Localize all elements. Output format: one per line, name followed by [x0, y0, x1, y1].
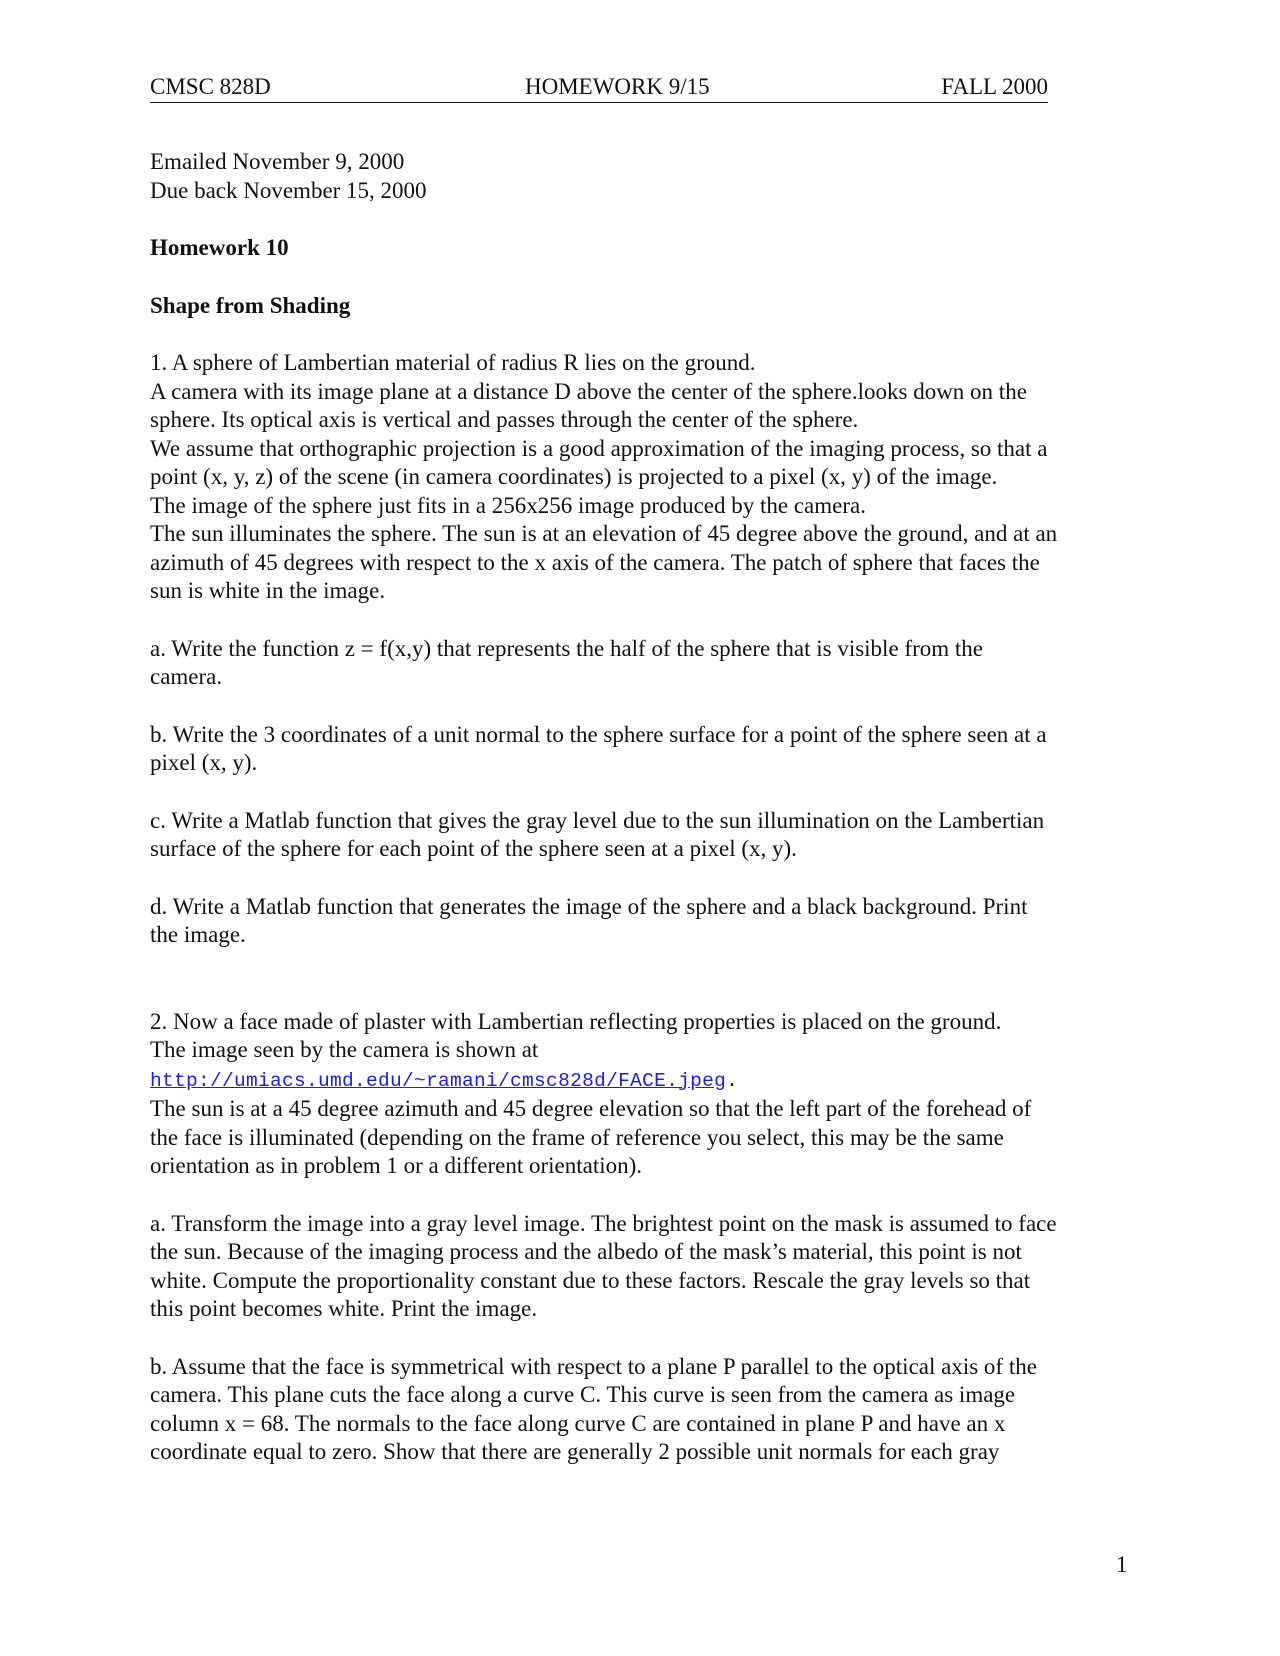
- problem1-line5: The sun illuminates the sphere. The sun is at an elevation of 45 degree above the ground, and at an azimuth of 45 degrees with respect to the x axis of the camera. The patch of sphere that faces the sun is white in the image.: [150, 521, 1058, 603]
- problem1-line4: The image of the sphere just fits in a 256x256 image produced by the camera.: [150, 492, 866, 518]
- document-body: [150, 148, 1060, 1467]
- face-image-link[interactable]: http://umiacs.umd.edu/~ramani/cmsc828d/FACE.jpeg: [150, 1069, 727, 1092]
- problem1-line2: A camera with its image plane at a distance D above the center of the sphere.looks down on the sphere. Its optical axis is vertical and passes through the center of the sphere.: [150, 378, 1027, 432]
- problem1-part-d: d. Write a Matlab function that generates the image of the sphere and a black background. Print the image.: [150, 893, 1028, 947]
- problem2-part-a: a. Transform the image into a gray level image. The brightest point on the mask is assumed to face the sun. Because of the imaging process and the albedo of the mask’s material, this point is not white. Compute the proportionality constant due to these factors. Rescale the gray levels so that this point becomes white. Print the image.: [150, 1210, 1057, 1321]
- section-title: Shape from Shading: [150, 292, 351, 318]
- problem2-line2: The image seen by the camera is shown at: [150, 1037, 539, 1062]
- problem1-intro: [150, 349, 1060, 606]
- dates-block: [150, 148, 1060, 205]
- problem2-part-b: b. Assume that the face is symmetrical with respect to a plane P parallel to the optical axis of the camera. This plane cuts the face along a curve C. This curve is seen from the camera as image column x = 68. The normals to the face along curve C are contained in plane P and have an x coordinate equal to zero. Show that there are generally 2 possible unit normals for each gray: [150, 1353, 1037, 1464]
- problem1-line1: 1. A sphere of Lambertian material of radius R lies on the ground.: [150, 350, 756, 375]
- problem2-line1: 2. Now a face made of plaster with Lambertian reflecting properties is placed on the ground.: [150, 1008, 1002, 1034]
- course-code: CMSC 828D: [150, 74, 271, 99]
- problem1-part-a: a. Write the function z = f(x,y) that represents the half of the sphere that is visible from the camera.: [150, 635, 983, 689]
- problem1-part-b: b. Write the 3 coordinates of a unit normal to the sphere surface for a point of the sphere seen at a pixel (x, y).: [150, 721, 1047, 775]
- emailed-date: Emailed November 9, 2000: [150, 149, 405, 174]
- page-header: [150, 74, 1048, 103]
- page-number: 1: [1116, 1552, 1128, 1577]
- link-period: .: [726, 1069, 738, 1092]
- problem1-line3: We assume that orthographic projection is a good approximation of the imaging process, so that a point (x, y, z) of the scene (in camera coordinates) is projected to a pixel (x, y) of the image.: [150, 435, 1048, 489]
- assignment-label: HOMEWORK 9/15: [525, 74, 710, 99]
- problem1-part-c: c. Write a Matlab function that gives the gray level due to the sun illumination on the Lambertian surface of the sphere for each point of the sphere seen at a pixel (x, y).: [150, 807, 1045, 861]
- problem2-intro: [150, 1008, 1060, 1181]
- term-label: FALL 2000: [941, 74, 1048, 99]
- homework-title: Homework 10: [150, 235, 289, 260]
- due-date: Due back November 15, 2000: [150, 177, 427, 203]
- problem2-line3: The sun is at a 45 degree azimuth and 45 degree elevation so that the left part of the forehead of the face is illuminated (depending on the frame of reference you select, this may be the same orientation as in problem 1 or a different orientation).: [150, 1096, 1032, 1178]
